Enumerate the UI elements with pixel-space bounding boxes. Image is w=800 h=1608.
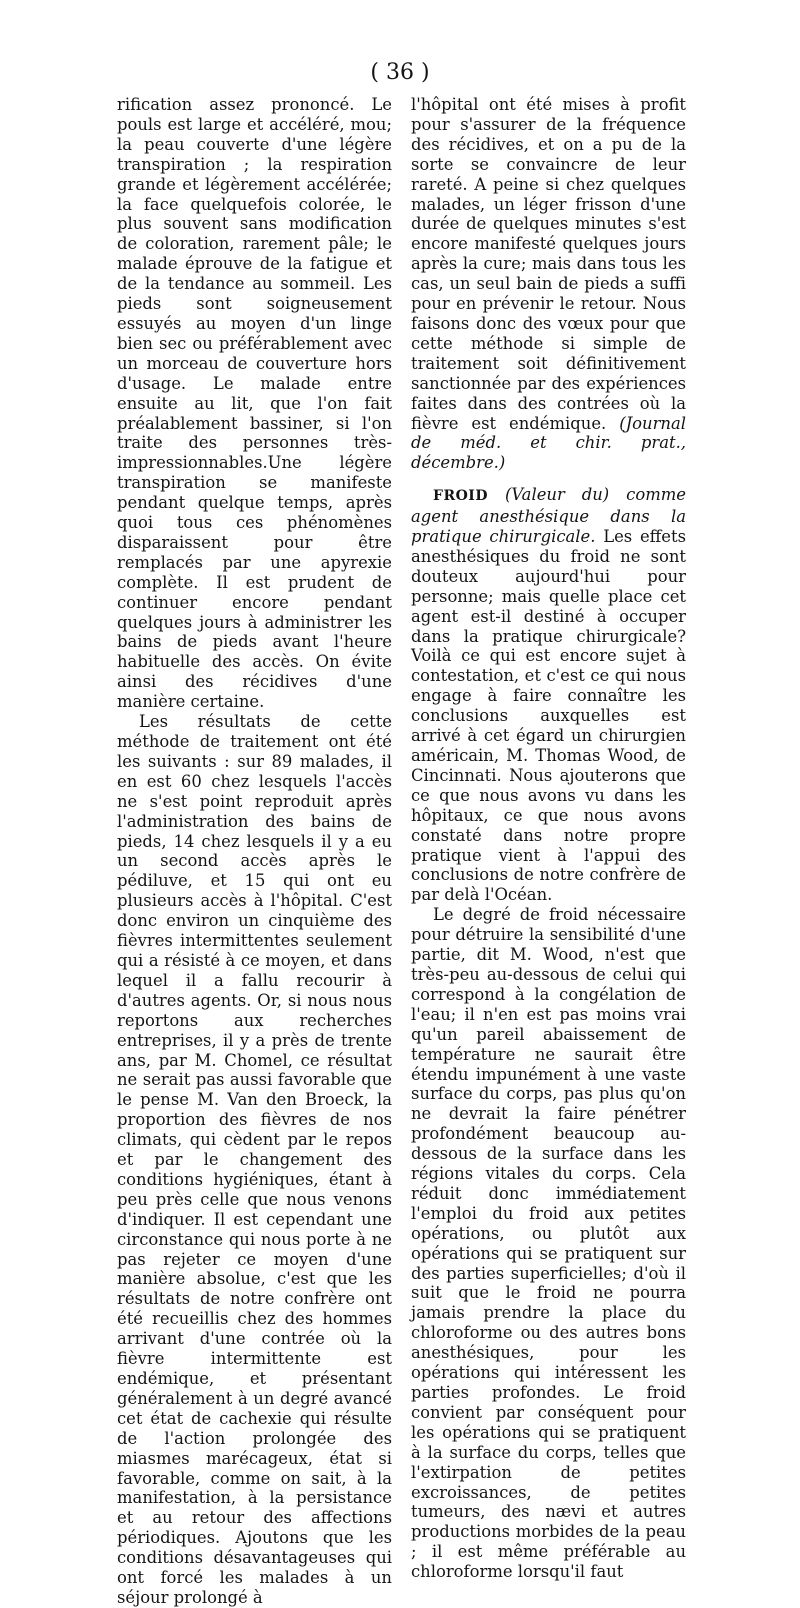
- article-title: (Valeur du) comme agent anesthésique dans la pratique chirurgicale.: [411, 485, 687, 547]
- froid-article: [411, 485, 686, 905]
- journal-citation: (Journal de méd. et chir. prat., décembre.): [411, 413, 686, 473]
- page-number: ( 36 ): [370, 60, 430, 85]
- article-body: Les effets anesthésiques du froid ne sont douteux aujourd'hui pour personne; mais quelle place cet agent est-il destiné à occuper dans la pratique chirurgicale? Voilà ce qui est encore sujet à contestation, et c'est ce qui nous engage à faire connaître les conclusions auxquelles est arrivé à cet égard un chirurgien américain, M. Thomas Wood, de Cincinnati. Nous ajouterons que ce que nous avons vu dans les hôpitaux, ce que nous avons constaté dans notre propre pratique vient à l'appui des conclusions de notre confrère de par delà l'Océan.: [411, 527, 686, 905]
- article-heading: FROID: [433, 488, 488, 505]
- right-paragraph-1-text: l'hôpital ont été mises à profit pour s'assurer de la fréquence des récidives, et on a pu de la sorte se convaincre de leur rareté. A peine si chez quelques malades, un léger frisson d'une durée de quelques minutes s'est encore manifesté quelques jours après la cure; mais dans tous les cas, un seul bain de pieds a suffi pour en prévenir le retour. Nous faisons donc des vœux pour que cette méthode si simple de traitement soit définitivement sanctionnée par des expériences faites dans des contrées où la fièvre est endémique.: [411, 95, 686, 433]
- right-paragraph-1: [411, 95, 686, 473]
- right-paragraph-3: Le degré de froid nécessaire pour détruire la sensibilité d'une partie, dit M. Wood, n'est que très-peu au-dessous de celui qui correspond à la congélation de l'eau; il n'en est pas moins vrai qu'un pareil abaissement de température ne saurait être étendu impunément à une vaste surface du corps, pas plus qu'on ne devrait la faire pénétrer profondément beaucoup au-dessous de la surface dans les régions vitales du corps. Cela réduit donc immédiatement l'emploi du froid aux petites opérations, ou plutôt aux opérations qui se pratiquent sur des parties superficielles; d'où il suit que le froid ne pourra jamais prendre la place du chloroforme ou des autres bons anesthésiques, pour les opérations qui intéressent les parties profondes. Le froid convient par conséquent pour les opérations qui se pratiquent à la surface du corps, telles que l'extirpation de petites excroissances, de petites tumeurs, des nævi et autres productions morbides de la peau ; il est même préférable au chloroforme lorsqu'il faut: [411, 905, 686, 1582]
- left-paragraph-2: Les résultats de cette méthode de traitement ont été les suivants : sur 89 malades, il en est 60 chez lesquels l'accès ne s'est point reproduit après l'administration des bains de pieds, 14 chez lesquels il y a eu un second accès après le pédiluve, et 15 qui ont eu plusieurs accès à l'hôpital. C'est donc environ un cinquième des fièvres intermittentes seulement qui a résisté à ce moyen, et dans lequel il a fallu recourir à d'autres agents. Or, si nous nous reportons aux recherches entreprises, il y a près de trente ans, par M. Chomel, ce résultat ne serait pas aussi favorable que le pense M. Van den Broeck, la proportion des fièvres de nos climats, qui cèdent par le repos et par le changement des conditions hygiéniques, étant à peu près celle que nous venons d'indiquer. Il est cependant une circonstance qui nous porte à ne pas rejeter ce moyen d'une manière absolue, c'est que les résultats de notre confrère ont été recueillis chez des hommes arrivant d'une contrée où la fièvre intermittente est endémique, et présentant généralement à un degré avancé cet état de cachexie qui résulte de l'action prolongée des miasmes marécageux, état si favorable, comme on sait, à la manifestation, à la persistance et au retour des affections périodiques. Ajoutons que les conditions désavantageuses qui ont forcé les malades à un séjour prolongé à: [117, 712, 392, 1607]
- left-paragraph-1: rification assez prononcé. Le pouls est large et accéléré, mou; la peau couverte d'une légère transpiration ; la respiration grande et légèrement accélérée; la face quelquefois colorée, le plus souvent sans modification de coloration, rarement pâle; le malade éprouve de la fatigue et de la tendance au sommeil. Les pieds sont soigneusement essuyés au moyen d'un linge bien sec ou préférablement avec un morceau de couverture hors d'usage. Le malade entre ensuite au lit, que l'on fait préalablement bassiner, si l'on traite des personnes très-impressionnables.Une légère transpiration se manifeste pendant quelque temps, après quoi tous ces phénomènes disparaissent pour être remplacés par une apyrexie complète. Il est prudent de continuer encore pendant quelques jours à administrer les bains de pieds avant l'heure habituelle des accès. On évite ainsi des récidives d'une manière certaine.: [117, 95, 392, 712]
- right-column: [411, 95, 686, 1582]
- left-column: [117, 95, 392, 1608]
